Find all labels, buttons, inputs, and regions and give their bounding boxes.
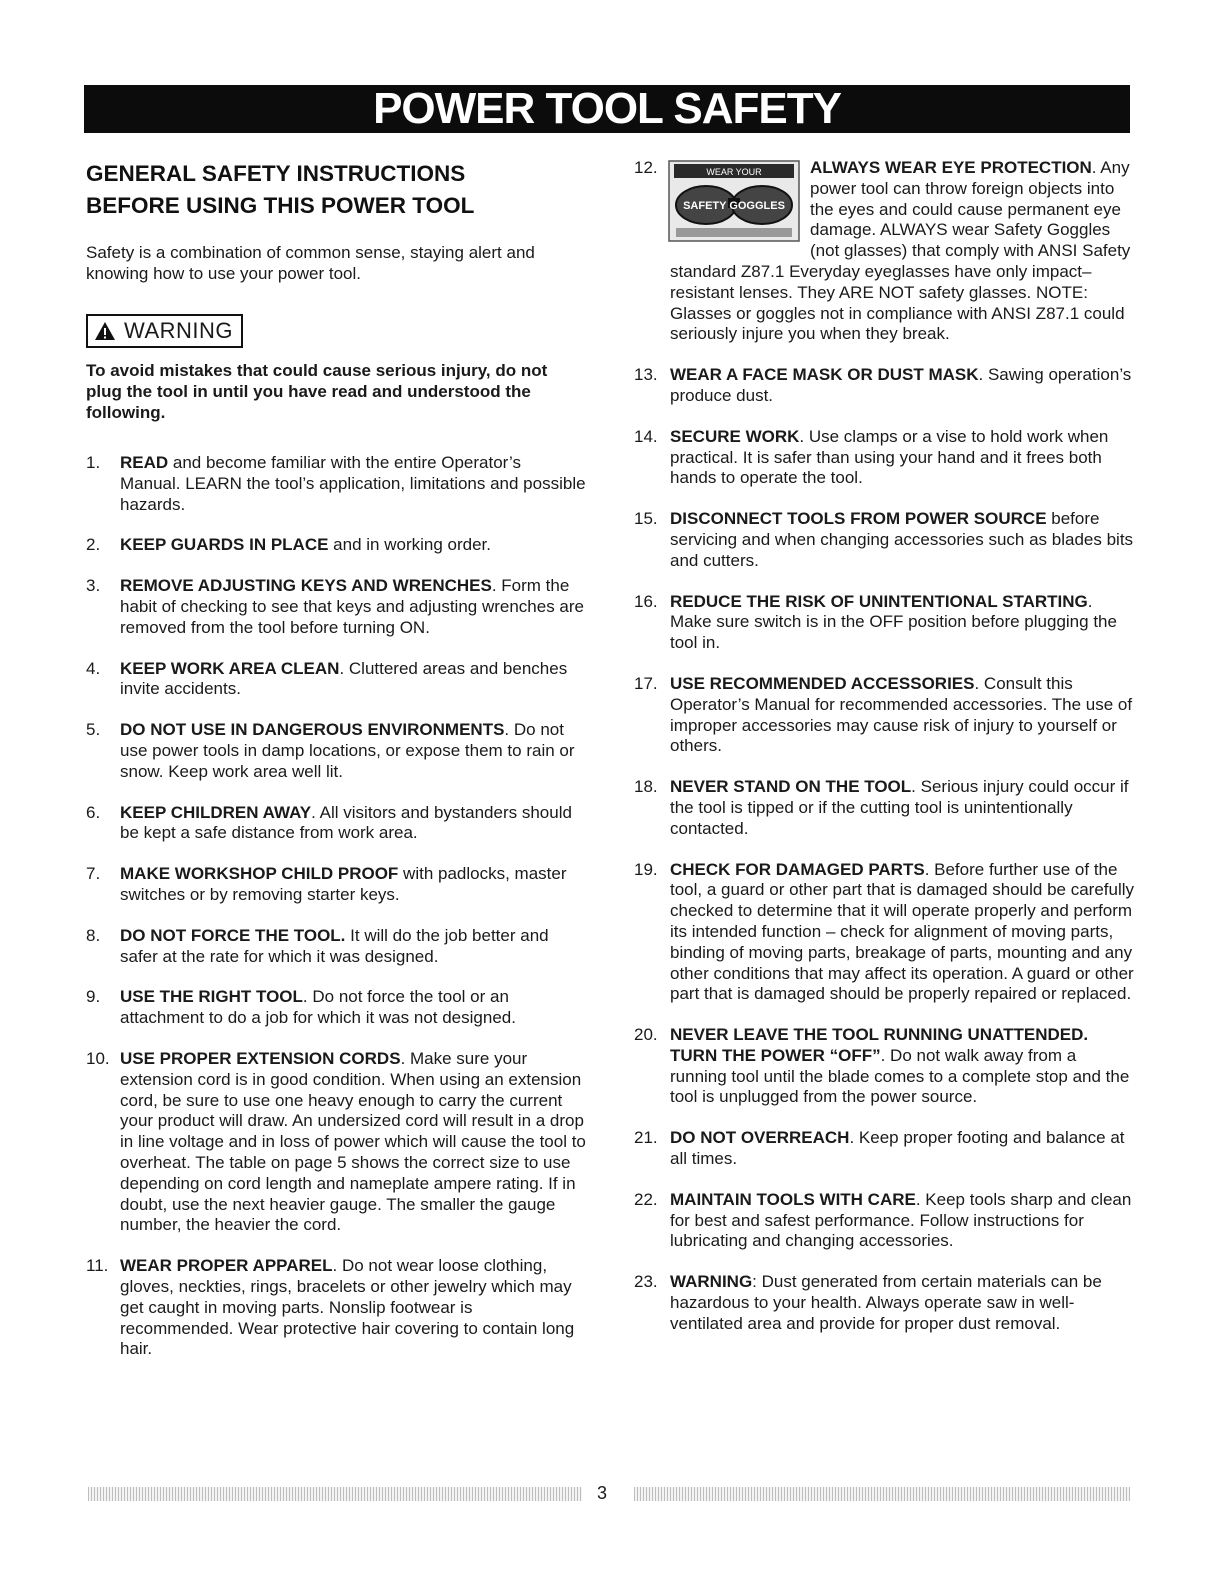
safety-list-right xyxy=(634,158,1134,1335)
safety-item-title: WARNING xyxy=(670,1272,753,1292)
safety-item-text: . Make sure your extension cord is in good condition. When using an extension cord, be sure to use one heavy enough to carry the current your product will draw. An undersized cord will result in a drop in line voltage and in loss of power which will cause the tool to overheat. The table on page 5 shows the correct size to use depending on cord length and nameplate ampere rating. If in doubt, use the next heavier gauge. The smaller the gauge number, the heavier the cord. xyxy=(120,1048,586,1235)
safety-item xyxy=(86,864,586,906)
safety-item-text: . Any power tool can throw foreign objects into the eyes and could cause permanent eye damage. ALWAYS wear Safety Goggles (not glasses) that comply with ANSI Safety standard Z87.1 Everyday eyeglasses have only impact–resistant lenses. They ARE NOT safety glasses. NOTE: Glasses or goggles not in compliance with ANSI Z87.1 could seriously injure you when they break. xyxy=(670,158,1131,344)
safety-item-title: NEVER LEAVE THE TOOL RUNNING UNATTENDED. TURN THE POWER “OFF” xyxy=(670,1025,1089,1065)
safety-item-text: and become familiar with the entire Operator’s Manual. LEARN the tool’s application, limitations and possible hazards. xyxy=(120,453,586,514)
safety-item-title: NEVER STAND ON THE TOOL xyxy=(670,777,912,797)
safety-item-title: WEAR A FACE MASK OR DUST MASK xyxy=(670,365,979,385)
safety-item xyxy=(86,535,586,556)
safety-item xyxy=(634,777,1134,839)
safety-item-text: before servicing and when changing accessories such as blades bits and cutters. xyxy=(670,509,1134,570)
safety-item-number: 11. xyxy=(86,1256,109,1276)
safety-item-title: DO NOT USE IN DANGEROUS ENVIRONMENTS xyxy=(120,720,505,740)
safety-item-number: 23. xyxy=(634,1272,658,1292)
safety-item xyxy=(86,453,586,515)
safety-item-number: 10. xyxy=(86,1048,110,1068)
intro-paragraph: Safety is a combination of common sense, staying alert and knowing how to use your power tool. xyxy=(86,243,535,283)
safety-item-number: 5. xyxy=(86,720,101,740)
safety-item-title: DISCONNECT TOOLS FROM POWER SOURCE xyxy=(670,509,1047,529)
safety-item xyxy=(86,803,586,845)
safety-item-text: . Form the habit of checking to see that keys and adjusting wrenches are removed from the tool before turning ON. xyxy=(120,576,585,637)
warning-label-box xyxy=(86,314,243,348)
svg-text:WEAR YOUR: WEAR YOUR xyxy=(706,167,762,177)
safety-item-title: USE RECOMMENDED ACCESSORIES xyxy=(670,673,975,693)
safety-item-text: . Sawing operation’s produce dust. xyxy=(670,365,1132,405)
safety-item-title: REDUCE THE RISK OF UNINTENTIONAL STARTING xyxy=(670,591,1088,611)
safety-item xyxy=(86,987,586,1029)
safety-item xyxy=(86,576,586,638)
safety-item xyxy=(86,1049,586,1236)
section-heading-line1: GENERAL SAFETY INSTRUCTIONS xyxy=(86,161,466,186)
right-column xyxy=(634,158,1134,1355)
safety-item-number: 19. xyxy=(634,859,658,879)
safety-item-number: 3. xyxy=(86,576,101,596)
safety-item-text: . Serious injury could occur if the tool is tipped or if the cutting tool is unintentionally contacted. xyxy=(670,777,1129,838)
safety-item xyxy=(634,674,1134,757)
safety-item-text: . Make sure switch is in the OFF position before plugging the tool in. xyxy=(670,591,1117,653)
safety-item-text: with padlocks, master switches or by removing starter keys. xyxy=(120,864,567,904)
safety-item-title: CHECK FOR DAMAGED PARTS xyxy=(670,859,925,879)
warning-triangle-icon xyxy=(94,321,116,341)
safety-item-title: ALWAYS WEAR EYE PROTECTION xyxy=(810,158,1092,177)
safety-item xyxy=(634,427,1134,489)
safety-item-number: 6. xyxy=(86,802,101,822)
safety-item-title: MAKE WORKSHOP CHILD PROOF xyxy=(120,864,399,884)
safety-item-number: 4. xyxy=(86,658,101,678)
safety-item-title: KEEP CHILDREN AWAY xyxy=(120,802,312,822)
safety-item-text: . Cluttered areas and benches invite accidents. xyxy=(120,658,568,699)
safety-item-title: DO NOT OVERREACH xyxy=(670,1128,850,1148)
safety-item xyxy=(634,365,1134,407)
safety-item-text: . Consult this Operator’s Manual for recommended accessories. The use of improper accessories may cause risk of injury to yourself or others. xyxy=(670,673,1133,756)
safety-item-number: 2. xyxy=(86,535,101,555)
svg-text:SAFETY GOGGLES: SAFETY GOGGLES xyxy=(683,200,785,212)
safety-item-text: . Keep proper footing and balance at all times. xyxy=(670,1128,1125,1169)
safety-item-title: DO NOT FORCE THE TOOL. xyxy=(120,925,346,945)
safety-item-text: . All visitors and bystanders should be kept a safe distance from work area. xyxy=(120,802,572,843)
footer-stripe-left xyxy=(88,1487,582,1501)
safety-item xyxy=(634,1272,1134,1334)
safety-item-number: 7. xyxy=(86,864,101,884)
safety-item-number: 12. xyxy=(634,158,658,177)
left-column xyxy=(86,158,586,1380)
safety-item xyxy=(86,659,586,701)
safety-item-number: 20. xyxy=(634,1025,658,1045)
safety-item xyxy=(634,1128,1134,1170)
safety-item-number: 1. xyxy=(86,453,101,472)
page-footer xyxy=(0,1483,1224,1505)
safety-item-text: . Do not wear loose clothing, gloves, neckties, rings, bracelets or other jewelry which may get caught in moving parts. Nonslip footwear is recommended. Wear protective hair covering to contain long hair. xyxy=(120,1256,575,1359)
safety-item xyxy=(86,1256,586,1360)
safety-item-text: . Do not use power tools in damp locations, or expose them to rain or snow. Keep work area well lit. xyxy=(120,720,575,781)
safety-item xyxy=(634,158,1134,345)
safety-item-number: 16. xyxy=(634,591,658,611)
safety-item-text: and in working order. xyxy=(328,535,491,555)
safety-item xyxy=(634,509,1134,571)
warning-text: To avoid mistakes that could cause serious injury, do not plug the tool in until you have read and understood the following. xyxy=(86,361,548,422)
safety-item-text: . Use clamps or a vise to hold work when practical. It is safer than using your hand and it frees both hands to operate the tool. xyxy=(670,426,1109,488)
safety-item-title: USE THE RIGHT TOOL xyxy=(120,987,303,1007)
safety-item-number: 14. xyxy=(634,426,658,446)
safety-item-number: 8. xyxy=(86,925,101,945)
safety-item-number: 9. xyxy=(86,987,101,1007)
safety-item-title: MAINTAIN TOOLS WITH CARE xyxy=(670,1189,916,1209)
page-number: 3 xyxy=(597,1483,608,1503)
safety-item-number: 21. xyxy=(634,1128,658,1148)
page-banner: POWER TOOL SAFETY xyxy=(84,85,1130,133)
safety-item-text: . Do not force the tool or an attachment to do a job for which it was not designed. xyxy=(120,987,516,1028)
warning-label: WARNING xyxy=(124,318,234,343)
safety-item-number: 15. xyxy=(634,509,658,529)
safety-item-text: . Keep tools sharp and clean for best and safest performance. Follow instructions for lubricating and changing accessories. xyxy=(670,1189,1132,1251)
safety-item-text: : Dust generated from certain materials can be hazardous to your health. Always operate saw in well-ventilated area and provide for proper dust removal. xyxy=(670,1272,1102,1333)
safety-list-left xyxy=(86,453,586,1360)
safety-item xyxy=(86,926,586,968)
safety-item-title: READ xyxy=(120,453,169,472)
safety-item xyxy=(634,1190,1134,1252)
safety-goggles-icon xyxy=(668,160,800,242)
safety-item-number: 17. xyxy=(634,673,658,693)
section-heading-line2: BEFORE USING THIS POWER TOOL xyxy=(86,193,475,218)
safety-item-text: . Before further use of the tool, a guard or other part that is damaged should be carefully checked to determine that it will operate properly and perform its intended function – check for alignment of moving parts, binding of moving parts, breakage of parts, mounting and any other conditions that may affect its operation. A guard or other part that is damaged should be properly repaired or replaced. xyxy=(670,859,1135,1004)
safety-item-title: KEEP WORK AREA CLEAN xyxy=(120,658,340,678)
safety-item-number: 22. xyxy=(634,1189,658,1209)
safety-item-title: KEEP GUARDS IN PLACE xyxy=(120,535,329,555)
safety-item xyxy=(86,720,586,782)
footer-stripe-right xyxy=(634,1487,1130,1501)
safety-item-title: WEAR PROPER APPAREL xyxy=(120,1256,333,1276)
safety-item-text: . Do not walk away from a running tool until the blade comes to a complete stop and the tool is unplugged from the power source. xyxy=(670,1045,1130,1107)
safety-item xyxy=(634,860,1134,1006)
safety-item-title: USE PROPER EXTENSION CORDS xyxy=(120,1048,401,1068)
safety-item-text: It will do the job better and safer at the rate for which it was designed. xyxy=(120,925,549,966)
safety-item xyxy=(634,592,1134,654)
safety-item-title: SECURE WORK xyxy=(670,426,800,446)
safety-item xyxy=(634,1025,1134,1108)
safety-item-number: 13. xyxy=(634,365,658,385)
safety-item-number: 18. xyxy=(634,777,658,797)
safety-item-title: REMOVE ADJUSTING KEYS AND WRENCHES xyxy=(120,576,492,596)
